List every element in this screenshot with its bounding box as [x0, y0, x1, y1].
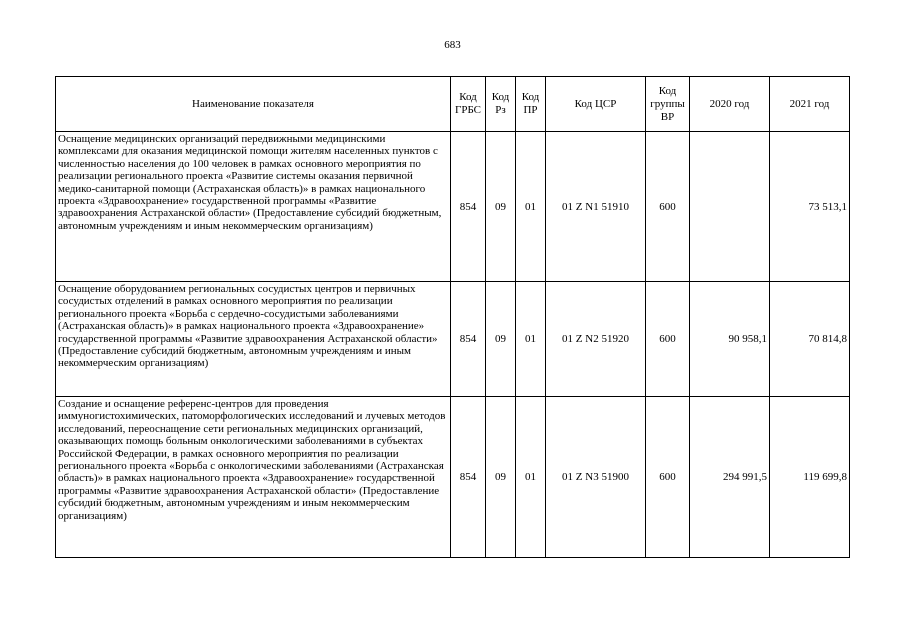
header-row [56, 77, 850, 132]
code-csr: 01 Z N2 51920 [546, 282, 646, 397]
amount-2020 [690, 132, 770, 282]
code-vr: 600 [646, 132, 690, 282]
code-pr: 01 [516, 132, 546, 282]
amount-2020: 90 958,1 [690, 282, 770, 397]
table-row [56, 282, 850, 397]
code-grbs: 854 [451, 282, 486, 397]
code-vr: 600 [646, 282, 690, 397]
indicator-name: Оснащение медицинских организаций передвижными медицинскими комплексами для оказания медицинской помощи жителям населенных пунктов с численностью населения до 100 человек в рамках основного мероприятия по реализации регионального проекта «Развитие системы оказания первичной медико-санитарной помощи (Астраханская область)» в рамках национального проекта «Здравоохранение» государственной программы «Развитие здравоохранения Астраханской области» (Предоставление субсидий бюджетным, автономным учреждениям и иным некоммерческим организациям) [56, 132, 451, 282]
header-pr: Код ПР [516, 77, 546, 132]
code-grbs: 854 [451, 132, 486, 282]
header-rz: Код Рз [486, 77, 516, 132]
page-number: 683 [444, 39, 461, 51]
code-rz: 09 [486, 397, 516, 558]
header-2020: 2020 год [690, 77, 770, 132]
indicator-name: Оснащение оборудованием региональных сосудистых центров и первичных сосудистых отделений в рамках основного мероприятия по реализации регионального проекта «Борьба с сердечно-сосудистыми заболеваниями (Астраханская область)» в рамках национального проекта «Здравоохранение» государственной программы «Развитие здравоохранения Астраханской области» (Предоставление субсидий бюджетным, автономным учреждениям и иным некоммерческим организациям) [56, 282, 451, 397]
amount-2020: 294 991,5 [690, 397, 770, 558]
code-pr: 01 [516, 397, 546, 558]
table-row [56, 397, 850, 558]
header-vr: Код группы ВР [646, 77, 690, 132]
code-vr: 600 [646, 397, 690, 558]
code-pr: 01 [516, 282, 546, 397]
code-rz: 09 [486, 132, 516, 282]
indicator-name: Создание и оснащение референс-центров для проведения иммуногистохимических, патоморфологических исследований и лучевых методов исследований, переоснащение сети региональных медицинских организаций, оказывающих помощь больным онкологическими заболеваниями в субъектах Российской Федерации, в рамках основного мероприятия по реализации регионального проекта «Борьба с онкологическими заболеваниями (Астраханская область)» в рамках национального проекта «Здравоохранение» государственной программы «Развитие здравоохранения Астраханской области» (Предоставление субсидий бюджетным, автономным учреждениям и иным некоммерческим организациям) [56, 397, 451, 558]
header-2021: 2021 год [770, 77, 850, 132]
budget-table [55, 76, 850, 558]
code-rz: 09 [486, 282, 516, 397]
amount-2021: 70 814,8 [770, 282, 850, 397]
code-csr: 01 Z N1 51910 [546, 132, 646, 282]
table-row [56, 132, 850, 282]
code-grbs: 854 [451, 397, 486, 558]
header-name: Наименование показателя [56, 77, 451, 132]
header-grbs: Код ГРБС [451, 77, 486, 132]
amount-2021: 73 513,1 [770, 132, 850, 282]
header-csr: Код ЦСР [546, 77, 646, 132]
code-csr: 01 Z N3 51900 [546, 397, 646, 558]
amount-2021: 119 699,8 [770, 397, 850, 558]
